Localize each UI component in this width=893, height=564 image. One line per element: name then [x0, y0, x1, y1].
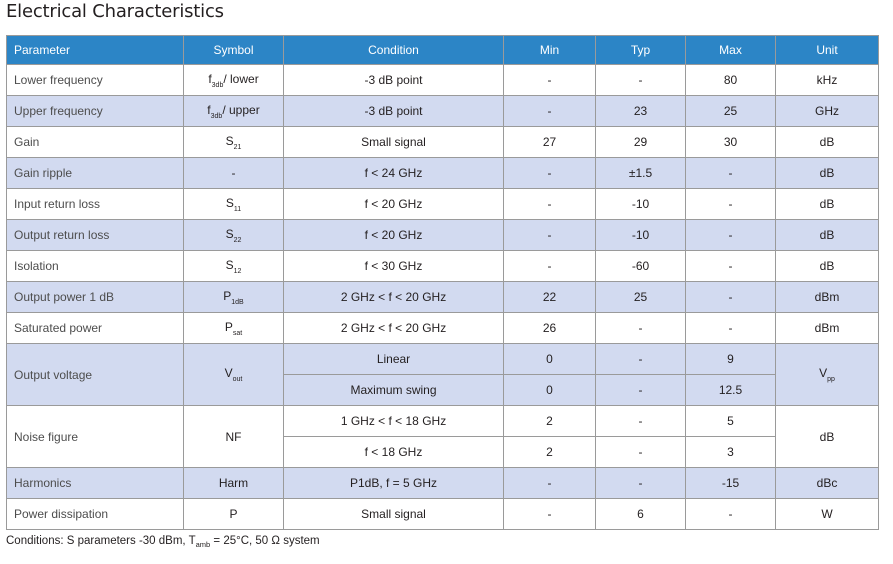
symbol-cell: $P_{sat}$ [184, 313, 284, 344]
parameter-cell: Output return loss [7, 220, 184, 251]
unit-cell: dB [776, 220, 879, 251]
min-cell: 2 [504, 406, 596, 437]
typ-cell: 23 [596, 96, 686, 127]
table-header-row [7, 36, 879, 65]
typ-cell: 25 [596, 282, 686, 313]
conditions-footnote: Conditions: S parameters -30 dBm, $T_{amb} = 25^\circ C$, 50 Ω system [6, 535, 320, 549]
parameter-cell: Output power 1 dB [7, 282, 184, 313]
min-cell: - [504, 65, 596, 96]
symbol-cell: P [184, 499, 284, 530]
max-cell: - [686, 313, 776, 344]
typ-cell: - [596, 313, 686, 344]
condition-cell: f < 20 GHz [284, 189, 504, 220]
symbol-cell: - [184, 158, 284, 189]
parameter-cell: Lower frequency [7, 65, 184, 96]
typ-cell: - [596, 375, 686, 406]
unit-cell: dBc [776, 468, 879, 499]
condition-cell: 2 GHz < f < 20 GHz [284, 282, 504, 313]
max-cell: - [686, 158, 776, 189]
unit-cell: dB [776, 189, 879, 220]
max-cell: 3 [686, 437, 776, 468]
unit-cell: dB [776, 251, 879, 282]
parameter-cell: Gain [7, 127, 184, 158]
table-row [7, 96, 879, 127]
max-cell: 30 [686, 127, 776, 158]
min-cell: 0 [504, 375, 596, 406]
min-cell: - [504, 96, 596, 127]
min-cell: - [504, 158, 596, 189]
max-cell: - [686, 499, 776, 530]
min-cell: 27 [504, 127, 596, 158]
unit-cell: kHz [776, 65, 879, 96]
unit-cell: dBm [776, 282, 879, 313]
table-row [7, 344, 879, 375]
parameter-cell: Input return loss [7, 189, 184, 220]
symbol-cell: $S_{12}$ [184, 251, 284, 282]
table-row [7, 127, 879, 158]
unit-cell: W [776, 499, 879, 530]
condition-cell: Small signal [284, 127, 504, 158]
parameter-cell: Harmonics [7, 468, 184, 499]
parameter-cell: Output voltage [7, 344, 184, 406]
min-cell: 22 [504, 282, 596, 313]
col-header-min: Min [504, 36, 596, 65]
col-header-unit: Unit [776, 36, 879, 65]
max-cell: 5 [686, 406, 776, 437]
condition-cell: 2 GHz < f < 20 GHz [284, 313, 504, 344]
parameter-cell: Noise figure [7, 406, 184, 468]
col-header-condition: Condition [284, 36, 504, 65]
typ-cell: - [596, 437, 686, 468]
condition-cell: f < 18 GHz [284, 437, 504, 468]
max-cell: -15 [686, 468, 776, 499]
condition-cell: -3 dB point [284, 96, 504, 127]
table-row [7, 468, 879, 499]
condition-cell: Small signal [284, 499, 504, 530]
table-row [7, 313, 879, 344]
parameter-cell: Gain ripple [7, 158, 184, 189]
condition-cell: -3 dB point [284, 65, 504, 96]
min-cell: - [504, 220, 596, 251]
min-cell: - [504, 251, 596, 282]
col-header-parameter: Parameter [7, 36, 184, 65]
table-row [7, 189, 879, 220]
characteristics-table [6, 35, 879, 530]
condition-cell: 1 GHz < f < 18 GHz [284, 406, 504, 437]
unit-cell: dB [776, 127, 879, 158]
col-header-max: Max [686, 36, 776, 65]
table-row [7, 65, 879, 96]
symbol-cell: Harm [184, 468, 284, 499]
page-title: Electrical Characteristics [6, 1, 224, 22]
max-cell: - [686, 220, 776, 251]
symbol-cell: $P_{1dB}$ [184, 282, 284, 313]
min-cell: 26 [504, 313, 596, 344]
typ-cell: - [596, 65, 686, 96]
typ-cell: - [596, 344, 686, 375]
symbol-cell: $f_{3db}/$ lower [184, 65, 284, 96]
table-row [7, 158, 879, 189]
max-cell: 9 [686, 344, 776, 375]
parameter-cell: Isolation [7, 251, 184, 282]
symbol-cell: $V_{out}$ [184, 344, 284, 406]
max-cell: - [686, 189, 776, 220]
table-row [7, 251, 879, 282]
typ-cell: -10 [596, 220, 686, 251]
min-cell: - [504, 468, 596, 499]
condition-cell: Linear [284, 344, 504, 375]
parameter-cell: Saturated power [7, 313, 184, 344]
max-cell: 12.5 [686, 375, 776, 406]
condition-cell: f < 24 GHz [284, 158, 504, 189]
unit-cell: dBm [776, 313, 879, 344]
col-header-typ: Typ [596, 36, 686, 65]
max-cell: - [686, 282, 776, 313]
unit-cell: $V_{pp}$ [776, 344, 879, 406]
unit-cell: GHz [776, 96, 879, 127]
max-cell: - [686, 251, 776, 282]
condition-cell: P1dB, f = 5 GHz [284, 468, 504, 499]
min-cell: - [504, 189, 596, 220]
typ-cell: -10 [596, 189, 686, 220]
typ-cell: - [596, 406, 686, 437]
typ-cell: -60 [596, 251, 686, 282]
condition-cell: f < 30 GHz [284, 251, 504, 282]
typ-cell: 6 [596, 499, 686, 530]
parameter-cell: Upper frequency [7, 96, 184, 127]
max-cell: 25 [686, 96, 776, 127]
table-row [7, 282, 879, 313]
min-cell: 2 [504, 437, 596, 468]
col-header-symbol: Symbol [184, 36, 284, 65]
table-row [7, 220, 879, 251]
condition-cell: f < 20 GHz [284, 220, 504, 251]
symbol-cell: $S_{21}$ [184, 127, 284, 158]
min-cell: - [504, 499, 596, 530]
symbol-cell: $f_{3db}/$ upper [184, 96, 284, 127]
condition-cell: Maximum swing [284, 375, 504, 406]
symbol-cell: $S_{22}$ [184, 220, 284, 251]
max-cell: 80 [686, 65, 776, 96]
min-cell: 0 [504, 344, 596, 375]
symbol-cell: $S_{11}$ [184, 189, 284, 220]
table-row [7, 406, 879, 437]
parameter-cell: Power dissipation [7, 499, 184, 530]
table-row [7, 499, 879, 530]
typ-cell: 29 [596, 127, 686, 158]
unit-cell: dB [776, 158, 879, 189]
unit-cell: dB [776, 406, 879, 468]
typ-cell: - [596, 468, 686, 499]
symbol-cell: NF [184, 406, 284, 468]
typ-cell: ±1.5 [596, 158, 686, 189]
